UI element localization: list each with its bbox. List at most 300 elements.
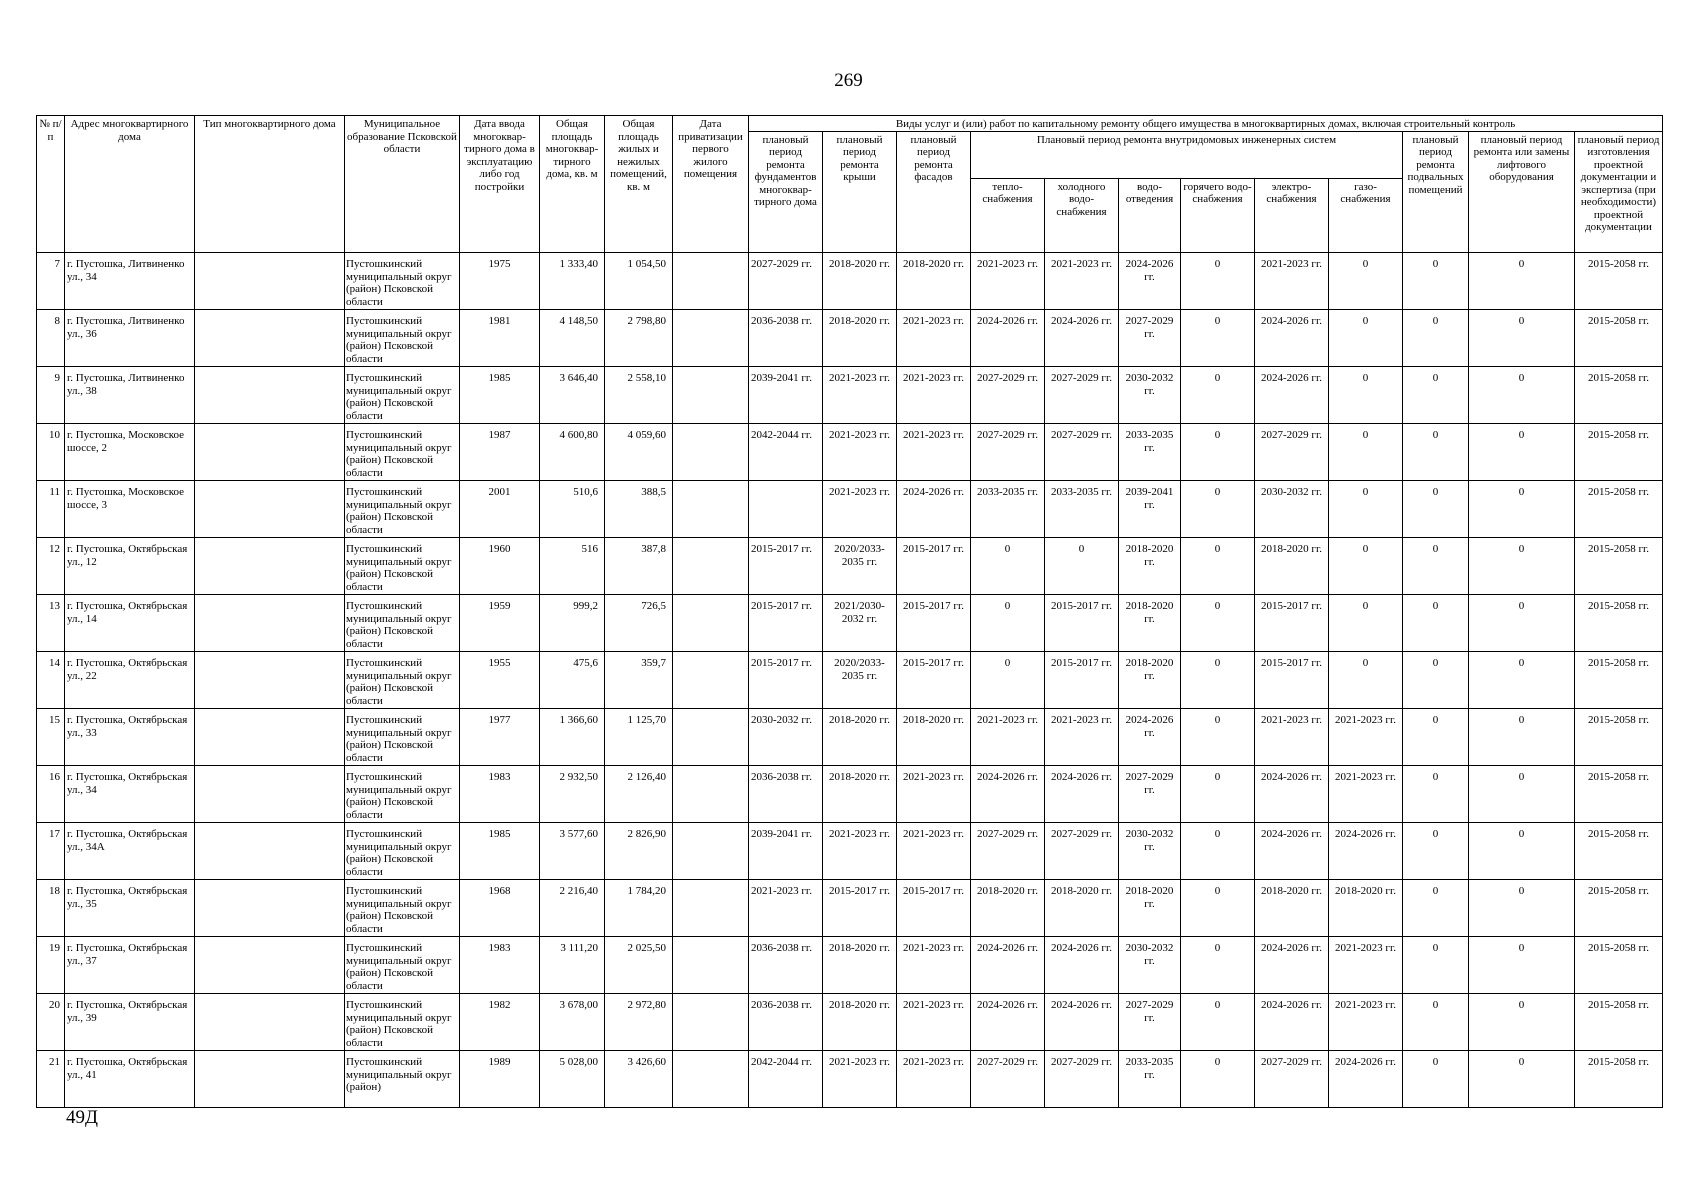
cell-sewerage: 2033-2035 гг. <box>1119 424 1181 481</box>
cell-elevator: 0 <box>1469 766 1575 823</box>
header-municipality: Муниципальное образование Псковской области <box>345 116 460 253</box>
cell-hot-water: 0 <box>1181 823 1255 880</box>
cell-type <box>195 994 345 1051</box>
cell-elevator: 0 <box>1469 595 1575 652</box>
cell-electricity: 2015-2017 гг. <box>1255 652 1329 709</box>
cell-electricity: 2018-2020 гг. <box>1255 880 1329 937</box>
cell-municipality: Пустошкинский муниципальный округ (район) Псковской области <box>345 538 460 595</box>
capital-repair-table <box>36 115 1663 1108</box>
cell-elevator: 0 <box>1469 652 1575 709</box>
cell-total-area: 3 678,00 <box>540 994 605 1051</box>
cell-privatization <box>673 766 749 823</box>
cell-gas: 0 <box>1329 424 1403 481</box>
cell-sewerage: 2027-2029 гг. <box>1119 994 1181 1051</box>
cell-municipality: Пустошкинский муниципальный округ (район) Псковской области <box>345 310 460 367</box>
cell-gas: 2021-2023 гг. <box>1329 709 1403 766</box>
cell-no: 13 <box>37 595 65 652</box>
cell-facade: 2021-2023 гг. <box>897 937 971 994</box>
cell-hot-water: 0 <box>1181 880 1255 937</box>
cell-year: 1983 <box>460 766 540 823</box>
table-row <box>37 424 1663 481</box>
cell-gas: 2024-2026 гг. <box>1329 823 1403 880</box>
document-code: 49Д <box>66 1107 98 1128</box>
cell-cold-water: 2015-2017 гг. <box>1045 595 1119 652</box>
cell-privatization <box>673 709 749 766</box>
cell-design: 2015-2058 гг. <box>1575 424 1663 481</box>
cell-total-area: 3 646,40 <box>540 367 605 424</box>
cell-gas: 2018-2020 гг. <box>1329 880 1403 937</box>
cell-elevator: 0 <box>1469 481 1575 538</box>
cell-basement: 0 <box>1403 937 1469 994</box>
cell-design: 2015-2058 гг. <box>1575 937 1663 994</box>
cell-design: 2015-2058 гг. <box>1575 367 1663 424</box>
cell-type <box>195 937 345 994</box>
cell-cold-water: 2027-2029 гг. <box>1045 823 1119 880</box>
cell-heating: 2027-2029 гг. <box>971 367 1045 424</box>
cell-facade: 2021-2023 гг. <box>897 994 971 1051</box>
cell-type <box>195 253 345 310</box>
cell-roof: 2021/2030-2032 гг. <box>823 595 897 652</box>
cell-sewerage: 2030-2032 гг. <box>1119 937 1181 994</box>
cell-basement: 0 <box>1403 538 1469 595</box>
cell-total-area: 4 148,50 <box>540 310 605 367</box>
cell-facade: 2015-2017 гг. <box>897 595 971 652</box>
cell-roof: 2018-2020 гг. <box>823 937 897 994</box>
cell-cold-water: 2027-2029 гг. <box>1045 424 1119 481</box>
cell-year: 1959 <box>460 595 540 652</box>
cell-heating: 2027-2029 гг. <box>971 424 1045 481</box>
cell-electricity: 2015-2017 гг. <box>1255 595 1329 652</box>
cell-roof: 2021-2023 гг. <box>823 481 897 538</box>
cell-foundation: 2015-2017 гг. <box>749 538 823 595</box>
cell-elevator: 0 <box>1469 424 1575 481</box>
cell-hot-water: 0 <box>1181 310 1255 367</box>
cell-foundation <box>749 481 823 538</box>
cell-address: г. Пустошка, Октябрьская ул., 22 <box>65 652 195 709</box>
cell-foundation: 2036-2038 гг. <box>749 937 823 994</box>
cell-hot-water: 0 <box>1181 937 1255 994</box>
cell-elevator: 0 <box>1469 937 1575 994</box>
cell-year: 1985 <box>460 367 540 424</box>
cell-total-area: 3 577,60 <box>540 823 605 880</box>
header-foundation: плановый период ремонта фундаментов многоквар-тирного дома <box>749 131 823 253</box>
cell-foundation: 2015-2017 гг. <box>749 595 823 652</box>
cell-design: 2015-2058 гг. <box>1575 823 1663 880</box>
cell-privatization <box>673 652 749 709</box>
cell-facade: 2021-2023 гг. <box>897 766 971 823</box>
cell-living-area: 4 059,60 <box>605 424 673 481</box>
cell-year: 2001 <box>460 481 540 538</box>
table-row <box>37 310 1663 367</box>
table-body <box>37 253 1663 1108</box>
cell-municipality: Пустошкинский муниципальный округ (район) Псковской области <box>345 595 460 652</box>
cell-heating: 0 <box>971 652 1045 709</box>
page-number: 269 <box>834 70 863 91</box>
cell-total-area: 4 600,80 <box>540 424 605 481</box>
cell-facade: 2021-2023 гг. <box>897 424 971 481</box>
cell-address: г. Пустошка, Октябрьская ул., 39 <box>65 994 195 1051</box>
cell-sewerage: 2039-2041 гг. <box>1119 481 1181 538</box>
cell-cold-water: 2033-2035 гг. <box>1045 481 1119 538</box>
cell-sewerage: 2030-2032 гг. <box>1119 823 1181 880</box>
cell-gas: 2024-2026 гг. <box>1329 1051 1403 1108</box>
cell-sewerage: 2027-2029 гг. <box>1119 766 1181 823</box>
cell-privatization <box>673 253 749 310</box>
table-row <box>37 994 1663 1051</box>
cell-basement: 0 <box>1403 367 1469 424</box>
header-basement: плановый период ремонта подвальных помещений <box>1403 131 1469 253</box>
cell-cold-water: 0 <box>1045 538 1119 595</box>
cell-roof: 2021-2023 гг. <box>823 1051 897 1108</box>
cell-hot-water: 0 <box>1181 481 1255 538</box>
cell-no: 18 <box>37 880 65 937</box>
cell-municipality: Пустошкинский муниципальный округ (район) Псковской области <box>345 709 460 766</box>
cell-heating: 0 <box>971 595 1045 652</box>
cell-address: г. Пустошка, Московское шоссе, 2 <box>65 424 195 481</box>
cell-elevator: 0 <box>1469 1051 1575 1108</box>
cell-elevator: 0 <box>1469 880 1575 937</box>
header-works-group: Виды услуг и (или) работ по капитальному ремонту общего имущества в многоквартирных домах, включая строительный контроль <box>749 116 1663 132</box>
cell-foundation: 2021-2023 гг. <box>749 880 823 937</box>
cell-facade: 2021-2023 гг. <box>897 823 971 880</box>
cell-cold-water: 2021-2023 гг. <box>1045 253 1119 310</box>
cell-address: г. Пустошка, Октябрьская ул., 37 <box>65 937 195 994</box>
cell-gas: 0 <box>1329 253 1403 310</box>
header-sewerage: водо-отведения <box>1119 178 1181 253</box>
header-cold-water: холодного водо-снабжения <box>1045 178 1119 253</box>
header-total-area: Общая площадь многоквар-тирного дома, кв. м <box>540 116 605 253</box>
header-living-area: Общая площадь жилых и нежилых помещений, кв. м <box>605 116 673 253</box>
cell-basement: 0 <box>1403 823 1469 880</box>
cell-no: 11 <box>37 481 65 538</box>
cell-heating: 2024-2026 гг. <box>971 310 1045 367</box>
cell-total-area: 5 028,00 <box>540 1051 605 1108</box>
table-row <box>37 253 1663 310</box>
cell-electricity: 2024-2026 гг. <box>1255 367 1329 424</box>
cell-type <box>195 823 345 880</box>
cell-electricity: 2027-2029 гг. <box>1255 424 1329 481</box>
cell-privatization <box>673 538 749 595</box>
cell-elevator: 0 <box>1469 709 1575 766</box>
cell-roof: 2015-2017 гг. <box>823 880 897 937</box>
cell-hot-water: 0 <box>1181 367 1255 424</box>
cell-foundation: 2036-2038 гг. <box>749 994 823 1051</box>
cell-no: 19 <box>37 937 65 994</box>
cell-cold-water: 2027-2029 гг. <box>1045 367 1119 424</box>
cell-design: 2015-2058 гг. <box>1575 994 1663 1051</box>
cell-year: 1989 <box>460 1051 540 1108</box>
cell-privatization <box>673 823 749 880</box>
cell-no: 9 <box>37 367 65 424</box>
cell-design: 2015-2058 гг. <box>1575 880 1663 937</box>
cell-privatization <box>673 1051 749 1108</box>
cell-living-area: 1 125,70 <box>605 709 673 766</box>
cell-type <box>195 880 345 937</box>
cell-address: г. Пустошка, Московское шоссе, 3 <box>65 481 195 538</box>
cell-type <box>195 766 345 823</box>
cell-roof: 2020/2033-2035 гг. <box>823 538 897 595</box>
header-commission-date: Дата ввода многоквар-тирного дома в эксплуатацию либо год постройки <box>460 116 540 253</box>
cell-elevator: 0 <box>1469 994 1575 1051</box>
cell-hot-water: 0 <box>1181 994 1255 1051</box>
cell-hot-water: 0 <box>1181 652 1255 709</box>
cell-foundation: 2039-2041 гг. <box>749 367 823 424</box>
cell-facade: 2018-2020 гг. <box>897 709 971 766</box>
cell-electricity: 2021-2023 гг. <box>1255 709 1329 766</box>
cell-type <box>195 595 345 652</box>
header-no: № п/п <box>37 116 65 253</box>
cell-no: 14 <box>37 652 65 709</box>
cell-roof: 2020/2033-2035 гг. <box>823 652 897 709</box>
cell-design: 2015-2058 гг. <box>1575 766 1663 823</box>
cell-municipality: Пустошкинский муниципальный округ (район) Псковской области <box>345 994 460 1051</box>
cell-basement: 0 <box>1403 880 1469 937</box>
cell-hot-water: 0 <box>1181 424 1255 481</box>
cell-heating: 2024-2026 гг. <box>971 994 1045 1051</box>
cell-address: г. Пустошка, Литвиненко ул., 34 <box>65 253 195 310</box>
header-facade: плановый период ремонта фасадов <box>897 131 971 253</box>
cell-year: 1975 <box>460 253 540 310</box>
cell-design: 2015-2058 гг. <box>1575 481 1663 538</box>
cell-basement: 0 <box>1403 310 1469 367</box>
cell-gas: 0 <box>1329 538 1403 595</box>
cell-total-area: 999,2 <box>540 595 605 652</box>
cell-sewerage: 2030-2032 гг. <box>1119 367 1181 424</box>
cell-type <box>195 481 345 538</box>
cell-gas: 0 <box>1329 652 1403 709</box>
cell-no: 8 <box>37 310 65 367</box>
cell-gas: 2021-2023 гг. <box>1329 937 1403 994</box>
header-internal-systems: Плановый период ремонта внутридомовых инженерных систем <box>971 131 1403 178</box>
cell-address: г. Пустошка, Литвиненко ул., 38 <box>65 367 195 424</box>
cell-municipality: Пустошкинский муниципальный округ (район) <box>345 1051 460 1108</box>
cell-address: г. Пустошка, Октябрьская ул., 34 <box>65 766 195 823</box>
cell-address: г. Пустошка, Октябрьская ул., 14 <box>65 595 195 652</box>
cell-facade: 2015-2017 гг. <box>897 538 971 595</box>
table-row <box>37 766 1663 823</box>
cell-year: 1982 <box>460 994 540 1051</box>
cell-type <box>195 310 345 367</box>
cell-basement: 0 <box>1403 424 1469 481</box>
cell-no: 21 <box>37 1051 65 1108</box>
table-row <box>37 538 1663 595</box>
cell-year: 1987 <box>460 424 540 481</box>
cell-sewerage: 2018-2020 гг. <box>1119 538 1181 595</box>
cell-electricity: 2021-2023 гг. <box>1255 253 1329 310</box>
cell-type <box>195 709 345 766</box>
cell-sewerage: 2018-2020 гг. <box>1119 652 1181 709</box>
cell-basement: 0 <box>1403 253 1469 310</box>
cell-no: 20 <box>37 994 65 1051</box>
cell-living-area: 2 826,90 <box>605 823 673 880</box>
cell-design: 2015-2058 гг. <box>1575 652 1663 709</box>
cell-hot-water: 0 <box>1181 595 1255 652</box>
cell-electricity: 2024-2026 гг. <box>1255 310 1329 367</box>
table-row <box>37 481 1663 538</box>
cell-foundation: 2039-2041 гг. <box>749 823 823 880</box>
cell-type <box>195 424 345 481</box>
cell-no: 16 <box>37 766 65 823</box>
cell-municipality: Пустошкинский муниципальный округ (район) Псковской области <box>345 424 460 481</box>
header-design-docs: плановый период изготовления проектной документации и экспертиза (при необходимости) проектной документации <box>1575 131 1663 253</box>
cell-cold-water: 2024-2026 гг. <box>1045 937 1119 994</box>
cell-municipality: Пустошкинский муниципальный округ (район) Псковской области <box>345 253 460 310</box>
cell-elevator: 0 <box>1469 367 1575 424</box>
cell-heating: 2027-2029 гг. <box>971 1051 1045 1108</box>
cell-type <box>195 538 345 595</box>
cell-hot-water: 0 <box>1181 538 1255 595</box>
cell-foundation: 2042-2044 гг. <box>749 424 823 481</box>
header-electricity: электро-снабжения <box>1255 178 1329 253</box>
cell-living-area: 1 784,20 <box>605 880 673 937</box>
cell-basement: 0 <box>1403 994 1469 1051</box>
cell-design: 2015-2058 гг. <box>1575 253 1663 310</box>
cell-hot-water: 0 <box>1181 1051 1255 1108</box>
cell-hot-water: 0 <box>1181 253 1255 310</box>
cell-gas: 0 <box>1329 367 1403 424</box>
cell-type <box>195 367 345 424</box>
cell-elevator: 0 <box>1469 823 1575 880</box>
cell-address: г. Пустошка, Октябрьская ул., 12 <box>65 538 195 595</box>
cell-roof: 2021-2023 гг. <box>823 367 897 424</box>
table-row <box>37 709 1663 766</box>
table-row <box>37 367 1663 424</box>
cell-privatization <box>673 937 749 994</box>
cell-year: 1977 <box>460 709 540 766</box>
cell-sewerage: 2033-2035 гг. <box>1119 1051 1181 1108</box>
cell-hot-water: 0 <box>1181 709 1255 766</box>
cell-heating: 2027-2029 гг. <box>971 823 1045 880</box>
cell-sewerage: 2018-2020 гг. <box>1119 595 1181 652</box>
cell-design: 2015-2058 гг. <box>1575 709 1663 766</box>
cell-living-area: 359,7 <box>605 652 673 709</box>
cell-heating: 2033-2035 гг. <box>971 481 1045 538</box>
cell-total-area: 516 <box>540 538 605 595</box>
table-row <box>37 652 1663 709</box>
cell-electricity: 2024-2026 гг. <box>1255 823 1329 880</box>
cell-roof: 2018-2020 гг. <box>823 310 897 367</box>
cell-cold-water: 2018-2020 гг. <box>1045 880 1119 937</box>
cell-elevator: 0 <box>1469 310 1575 367</box>
cell-roof: 2018-2020 гг. <box>823 253 897 310</box>
cell-municipality: Пустошкинский муниципальный округ (район) Псковской области <box>345 880 460 937</box>
cell-privatization <box>673 595 749 652</box>
cell-facade: 2021-2023 гг. <box>897 1051 971 1108</box>
cell-elevator: 0 <box>1469 538 1575 595</box>
cell-heating: 2024-2026 гг. <box>971 766 1045 823</box>
cell-no: 7 <box>37 253 65 310</box>
cell-heating: 2024-2026 гг. <box>971 937 1045 994</box>
cell-no: 10 <box>37 424 65 481</box>
cell-sewerage: 2024-2026 гг. <box>1119 709 1181 766</box>
cell-address: г. Пустошка, Октябрьская ул., 34А <box>65 823 195 880</box>
cell-sewerage: 2027-2029 гг. <box>1119 310 1181 367</box>
cell-design: 2015-2058 гг. <box>1575 1051 1663 1108</box>
cell-total-area: 2 216,40 <box>540 880 605 937</box>
cell-living-area: 726,5 <box>605 595 673 652</box>
cell-gas: 0 <box>1329 310 1403 367</box>
cell-basement: 0 <box>1403 709 1469 766</box>
cell-basement: 0 <box>1403 481 1469 538</box>
cell-basement: 0 <box>1403 1051 1469 1108</box>
cell-foundation: 2015-2017 гг. <box>749 652 823 709</box>
header-address: Адрес многоквартирного дома <box>65 116 195 253</box>
cell-gas: 2021-2023 гг. <box>1329 766 1403 823</box>
cell-living-area: 2 126,40 <box>605 766 673 823</box>
cell-basement: 0 <box>1403 766 1469 823</box>
cell-electricity: 2024-2026 гг. <box>1255 937 1329 994</box>
cell-total-area: 2 932,50 <box>540 766 605 823</box>
cell-design: 2015-2058 гг. <box>1575 595 1663 652</box>
cell-no: 15 <box>37 709 65 766</box>
header-hot-water: горячего водо-снабжения <box>1181 178 1255 253</box>
cell-living-area: 3 426,60 <box>605 1051 673 1108</box>
cell-electricity: 2024-2026 гг. <box>1255 994 1329 1051</box>
cell-address: г. Пустошка, Литвиненко ул., 36 <box>65 310 195 367</box>
cell-heating: 2021-2023 гг. <box>971 253 1045 310</box>
cell-electricity: 2018-2020 гг. <box>1255 538 1329 595</box>
cell-type <box>195 652 345 709</box>
cell-living-area: 1 054,50 <box>605 253 673 310</box>
cell-cold-water: 2024-2026 гг. <box>1045 310 1119 367</box>
cell-year: 1968 <box>460 880 540 937</box>
cell-roof: 2021-2023 гг. <box>823 424 897 481</box>
cell-living-area: 2 798,80 <box>605 310 673 367</box>
cell-cold-water: 2015-2017 гг. <box>1045 652 1119 709</box>
cell-type <box>195 1051 345 1108</box>
cell-privatization <box>673 880 749 937</box>
cell-foundation: 2036-2038 гг. <box>749 310 823 367</box>
cell-living-area: 2 558,10 <box>605 367 673 424</box>
header-gas: газо-снабжения <box>1329 178 1403 253</box>
cell-address: г. Пустошка, Октябрьская ул., 33 <box>65 709 195 766</box>
cell-cold-water: 2024-2026 гг. <box>1045 994 1119 1051</box>
table-row <box>37 1051 1663 1108</box>
cell-foundation: 2030-2032 гг. <box>749 709 823 766</box>
cell-address: г. Пустошка, Октябрьская ул., 35 <box>65 880 195 937</box>
header-heating: тепло-снабжения <box>971 178 1045 253</box>
cell-facade: 2015-2017 гг. <box>897 652 971 709</box>
cell-roof: 2018-2020 гг. <box>823 709 897 766</box>
cell-facade: 2018-2020 гг. <box>897 253 971 310</box>
cell-privatization <box>673 994 749 1051</box>
cell-year: 1983 <box>460 937 540 994</box>
cell-foundation: 2042-2044 гг. <box>749 1051 823 1108</box>
cell-no: 12 <box>37 538 65 595</box>
cell-cold-water: 2027-2029 гг. <box>1045 1051 1119 1108</box>
cell-gas: 0 <box>1329 481 1403 538</box>
cell-roof: 2018-2020 гг. <box>823 994 897 1051</box>
cell-address: г. Пустошка, Октябрьская ул., 41 <box>65 1051 195 1108</box>
cell-electricity: 2027-2029 гг. <box>1255 1051 1329 1108</box>
cell-total-area: 475,6 <box>540 652 605 709</box>
cell-design: 2015-2058 гг. <box>1575 310 1663 367</box>
cell-basement: 0 <box>1403 652 1469 709</box>
cell-total-area: 510,6 <box>540 481 605 538</box>
cell-sewerage: 2018-2020 гг. <box>1119 880 1181 937</box>
cell-no: 17 <box>37 823 65 880</box>
cell-electricity: 2030-2032 гг. <box>1255 481 1329 538</box>
cell-year: 1960 <box>460 538 540 595</box>
cell-total-area: 1 333,40 <box>540 253 605 310</box>
cell-facade: 2021-2023 гг. <box>897 367 971 424</box>
cell-facade: 2015-2017 гг. <box>897 880 971 937</box>
cell-sewerage: 2024-2026 гг. <box>1119 253 1181 310</box>
table-row <box>37 595 1663 652</box>
cell-municipality: Пустошкинский муниципальный округ (район) Псковской области <box>345 823 460 880</box>
cell-year: 1955 <box>460 652 540 709</box>
header-roof: плановый период ремонта крыши <box>823 131 897 253</box>
